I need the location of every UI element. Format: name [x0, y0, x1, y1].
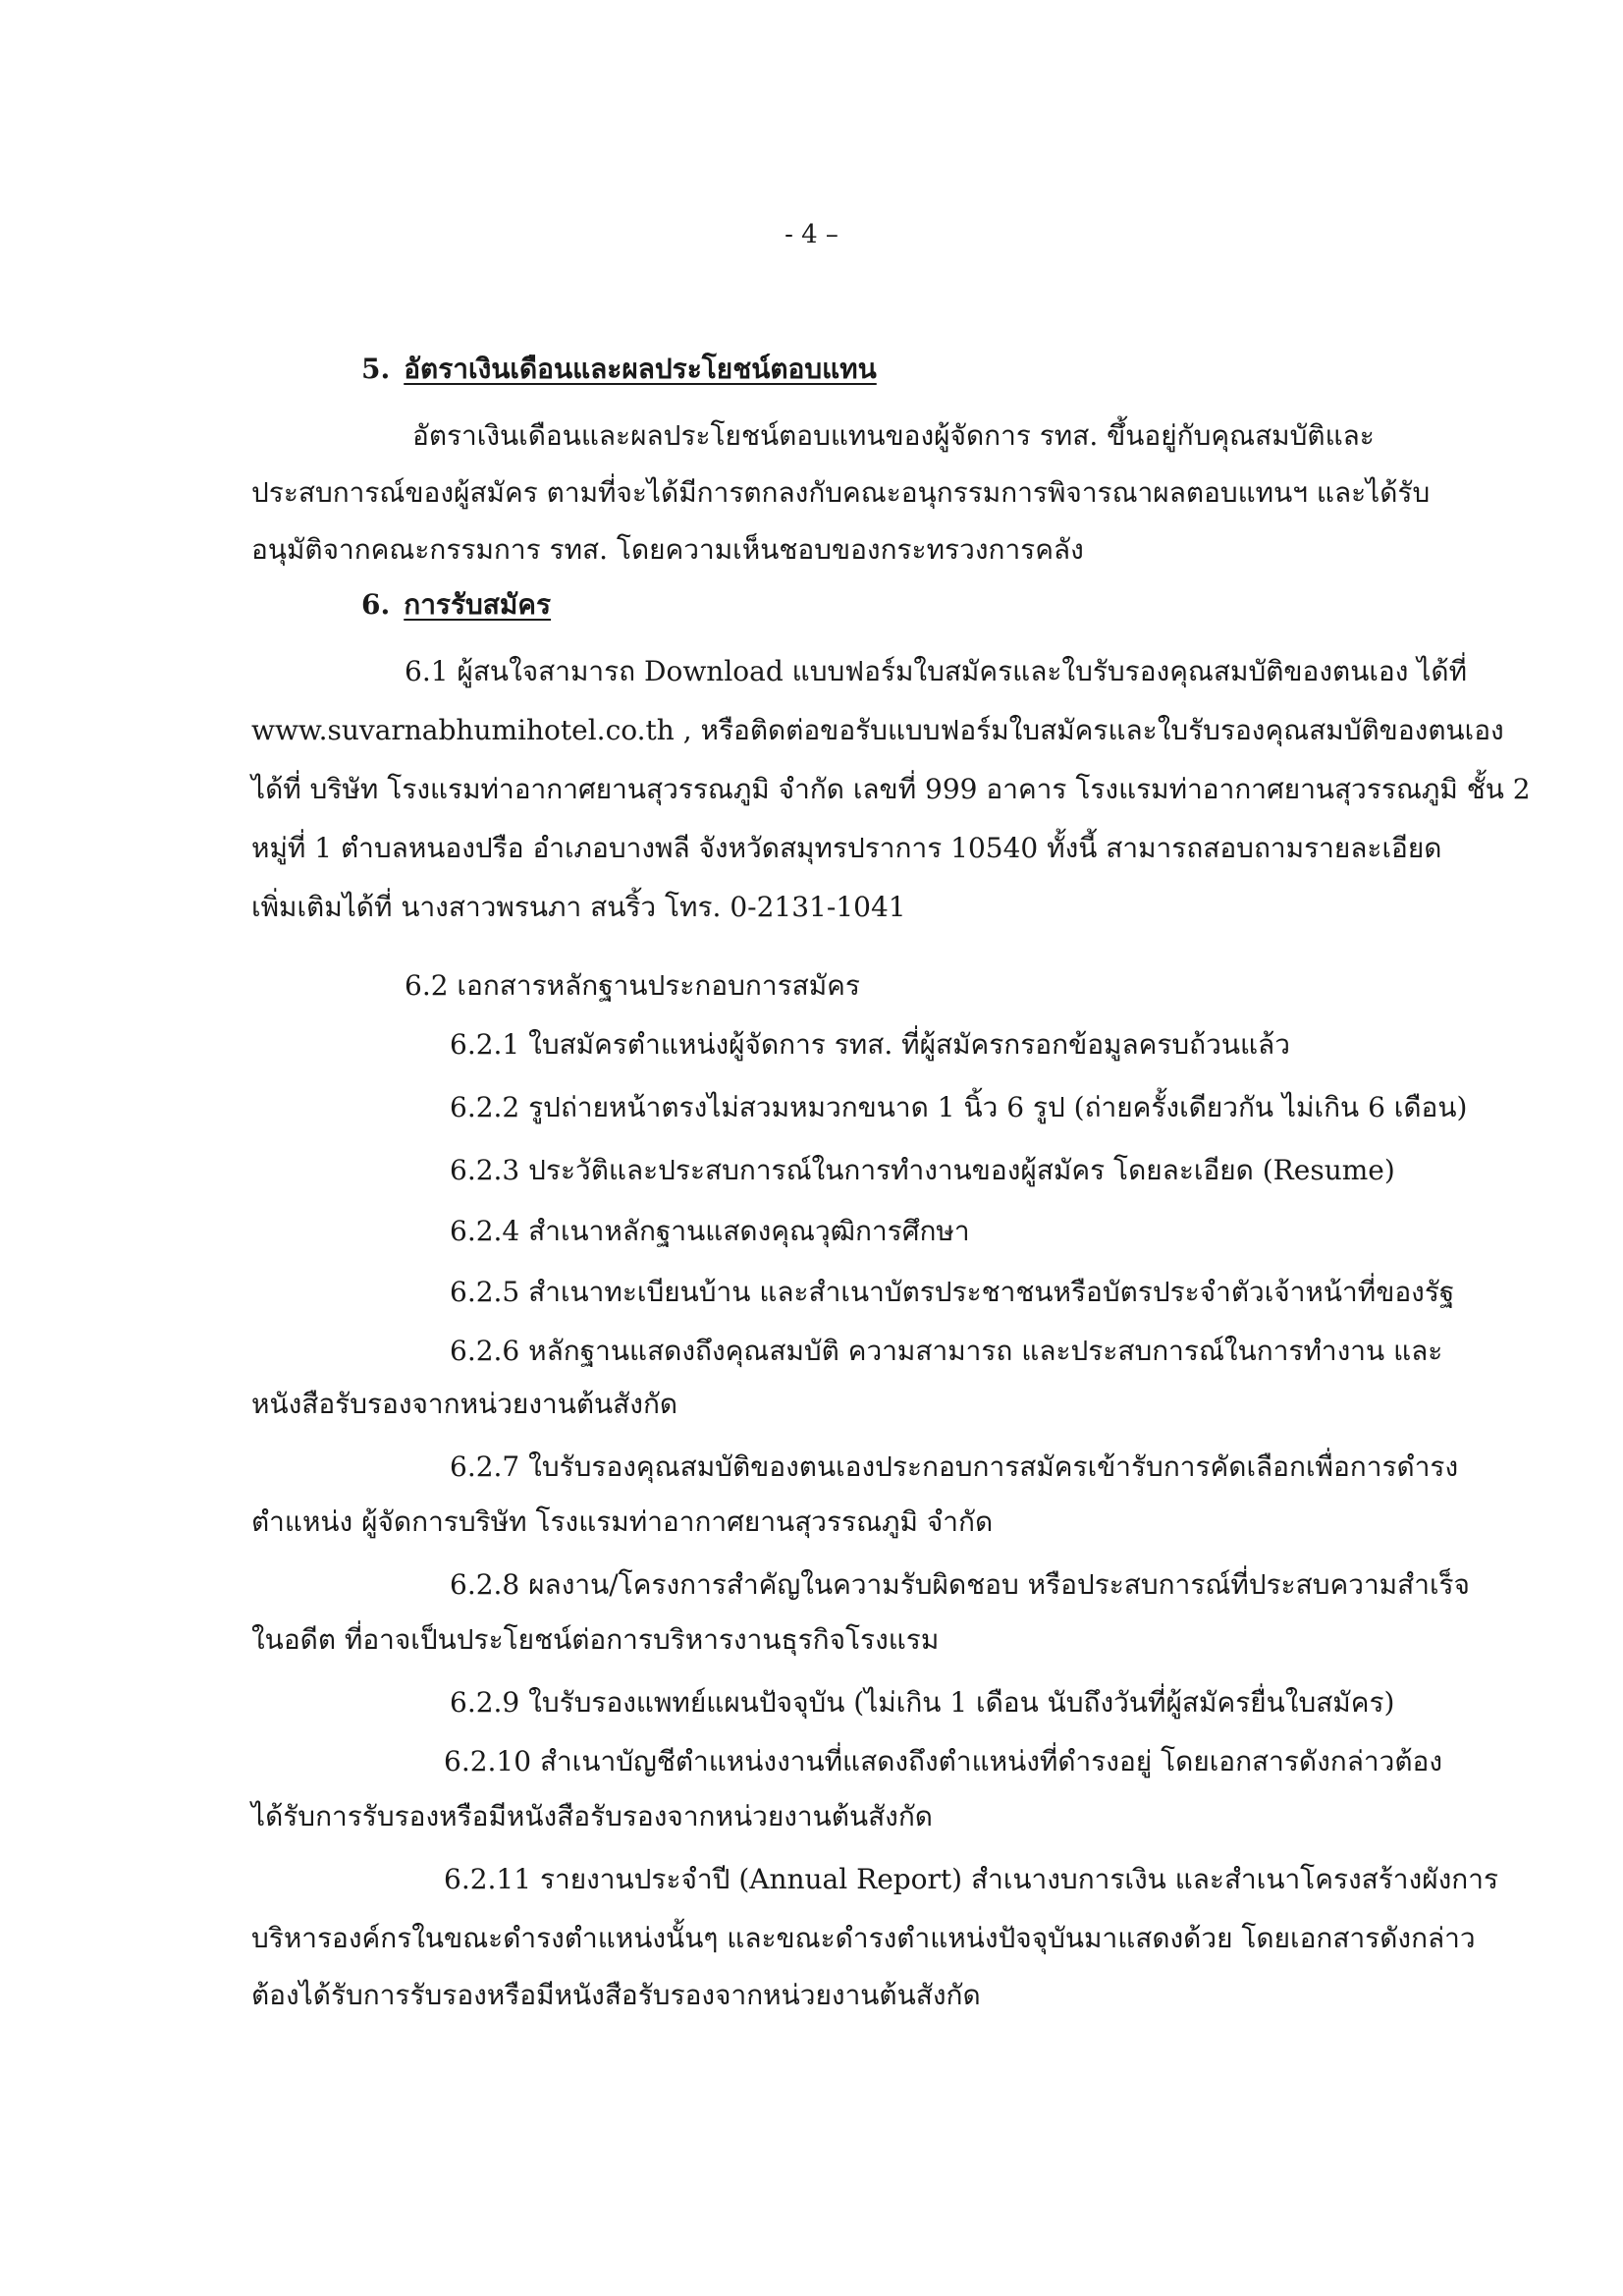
item-6-2-8-line-2: ในอดีต ที่อาจเป็นประโยชน์ต่อการบริหารงานธุรกิจโรงแรม: [251, 1623, 940, 1656]
item-6-2-11-line-2: บริหารองค์กรในขณะดำรงตำแหน่งนั้นๆ และขณะดำรงตำแหน่งปัจจุบันมาแสดงด้วย โดยเอกสารดังกล่าว: [251, 1922, 1476, 1954]
item-6-2-11-line-3: ต้องได้รับการรับรองหรือมีหนังสือรับรองจากหน่วยงานต้นสังกัด: [251, 1979, 981, 2011]
item-6-2-10-line-1: 6.2.10 สำเนาบัญชีตำแหน่งงานที่แสดงถึงตำแหน่งที่ดำรงอยู่ โดยเอกสารดังกล่าวต้อง: [444, 1745, 1442, 1777]
item-6-2-5: 6.2.5 สำเนาทะเบียนบ้าน และสำเนาบัตรประชาชนหรือบัตรประจำตัวเจ้าหน้าที่ของรัฐ: [450, 1276, 1455, 1308]
item-6-2-7-line-1: 6.2.7 ใบรับรองคุณสมบัติของตนเองประกอบการสมัครเข้ารับการคัดเลือกเพื่อการดำรง: [450, 1450, 1459, 1483]
item-6-2-4: 6.2.4 สำเนาหลักฐานแสดงคุณวุฒิการศึกษา: [450, 1215, 970, 1247]
item-6-2-6-line-2: หนังสือรับรองจากหน่วยงานต้นสังกัด: [251, 1388, 678, 1420]
section-5-line-3: อนุมัติจากคณะกรรมการ รทส. โดยความเห็นชอบของกระทรวงการคลัง: [251, 533, 1084, 566]
section-5-line-2: ประสบการณ์ของผู้สมัคร ตามที่จะได้มีการตกลงกับคณะอนุกรรมการพิจารณาผลตอบแทนฯ และได้รับ: [251, 476, 1431, 509]
item-6-2-11-line-1: 6.2.11 รายงานประจำปี (Annual Report) สำเนางบการเงิน และสำเนาโครงสร้างผังการ: [444, 1863, 1498, 1895]
item-6-2-2: 6.2.2 รูปถ่ายหน้าตรงไม่สวมหมวกขนาด 1 นิ้ว 6 รูป (ถ่ายครั้งเดียวกัน ไม่เกิน 6 เดือน): [450, 1091, 1468, 1123]
item-6-2-8-line-1: 6.2.8 ผลงาน/โครงการสำคัญในความรับผิดชอบ หรือประสบการณ์ที่ประสบความสำเร็จ: [450, 1568, 1470, 1601]
item-6-2-9: 6.2.9 ใบรับรองแพทย์แผนปัจจุบัน (ไม่เกิน 1 เดือน นับถึงวันที่ผู้สมัครยื่นใบสมัคร): [450, 1686, 1395, 1719]
section-5-heading: [361, 350, 877, 389]
item-6-2-1: 6.2.1 ใบสมัครตำแหน่งผู้จัดการ รทส. ที่ผู้สมัครกรอกข้อมูลครบถ้วนแล้ว: [450, 1028, 1290, 1061]
item-6-2-heading: 6.2 เอกสารหลักฐานประกอบการสมัคร: [405, 969, 860, 1002]
item-6-1-line-3: ได้ที่ บริษัท โรงแรมท่าอากาศยานสุวรรณภูมิ จำกัด เลขที่ 999 อาคาร โรงแรมท่าอากาศยานสุวรรณภูมิ ชั้น 2: [251, 773, 1531, 805]
item-6-2-6-line-1: 6.2.6 หลักฐานแสดงถึงคุณสมบัติ ความสามารถ และประสบการณ์ในการทำงาน และ: [450, 1335, 1443, 1367]
section-6-title: การรับสมัคร: [404, 588, 552, 621]
section-5-line-1: อัตราเงินเดือนและผลประโยชน์ตอบแทนของผู้จัดการ รทส. ขึ้นอยู่กับคุณสมบัติและ: [412, 419, 1375, 452]
item-6-1-line-4: หมู่ที่ 1 ตำบลหนองปรือ อำเภอบางพลี จังหวัดสมุทรปราการ 10540 ทั้งนี้ สามารถสอบถามรายละเอียด: [251, 832, 1442, 864]
section-6-number: 6.: [361, 588, 391, 621]
item-6-1-line-5: เพิ่มเติมได้ที่ นางสาวพรนภา สนริ้ว โทร. 0-2131-1041: [251, 891, 906, 923]
item-6-2-7-line-2: ตำแหน่ง ผู้จัดการบริษัท โรงแรมท่าอากาศยานสุวรรณภูมิ จำกัด: [251, 1505, 994, 1538]
item-6-1-line-2: www.suvarnabhumihotel.co.th , หรือติดต่อขอรับแบบฟอร์มใบสมัครและใบรับรองคุณสมบัติของตนเอง: [251, 714, 1504, 746]
section-6-heading: [361, 585, 551, 625]
section-5-number: 5.: [361, 353, 391, 385]
item-6-2-10-line-2: ได้รับการรับรองหรือมีหนังสือรับรองจากหน่วยงานต้นสังกัด: [251, 1800, 933, 1832]
page-number: - 4 –: [784, 220, 839, 249]
item-6-2-3: 6.2.3 ประวัติและประสบการณ์ในการทำงานของผู้สมัคร โดยละเอียด (Resume): [450, 1154, 1395, 1186]
item-6-1-line-1: 6.1 ผู้สนใจสามารถ Download แบบฟอร์มใบสมัครและใบรับรองคุณสมบัติของตนเอง ได้ที่: [405, 655, 1468, 687]
section-5-title: อัตราเงินเดือนและผลประโยชน์ตอบแทน: [404, 353, 877, 385]
